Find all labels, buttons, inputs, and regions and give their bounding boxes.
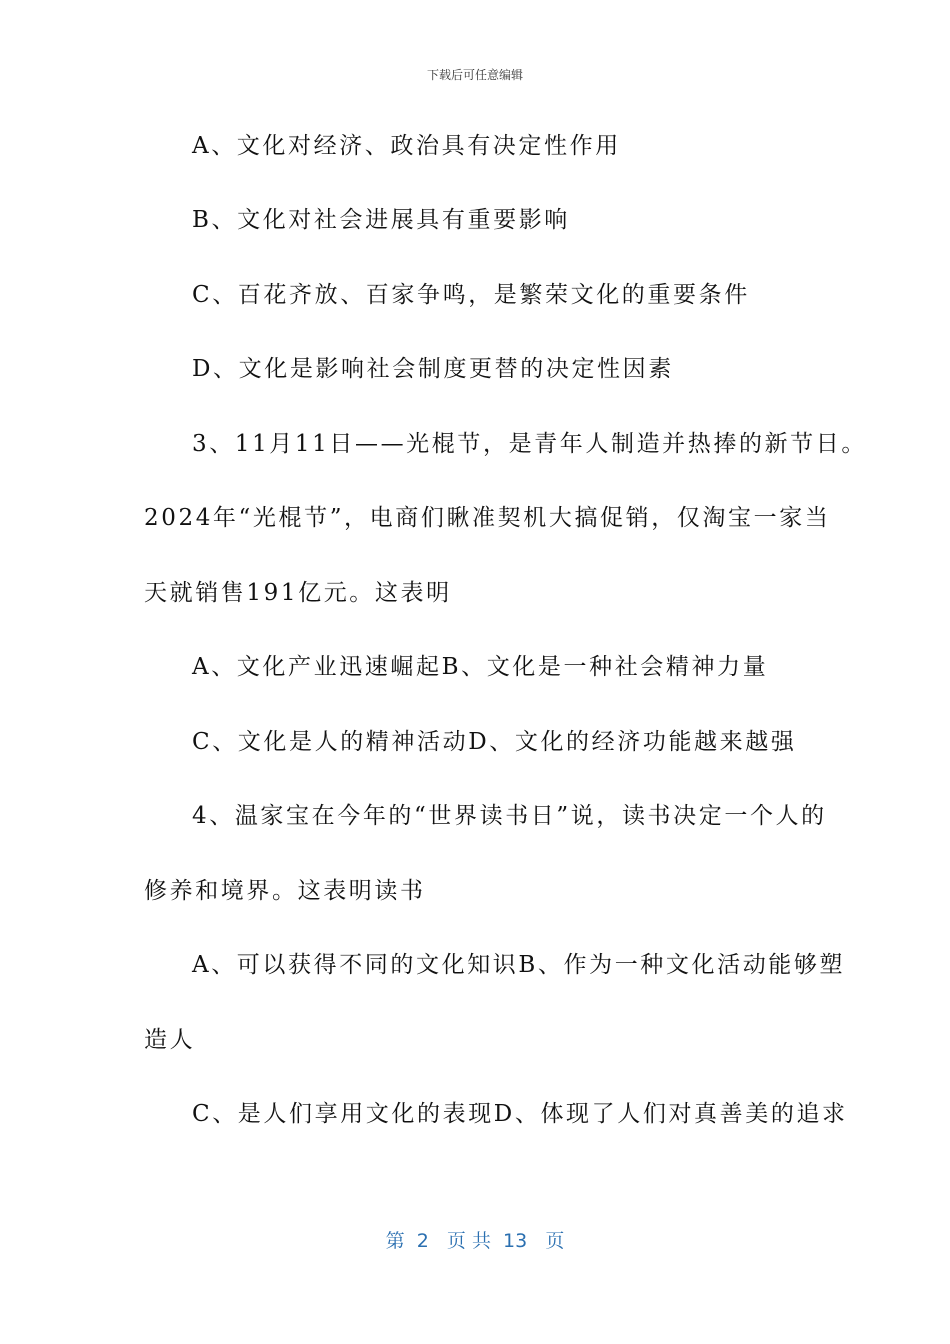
question-4-options-cd: C、是人们享用文化的表现D、体现了人们对真善美的追求: [192, 1101, 848, 1127]
question-3-line-2: 2024年“光棍节”，电商们瞅准契机大搞促销，仅淘宝一家当: [144, 505, 831, 531]
option-d-line: D、文化是影响社会制度更替的决定性因素: [192, 356, 674, 382]
option-a-line: A、文化对经济、政治具有决定性作用: [192, 133, 621, 159]
question-4-options-ab: A、可以获得不同的文化知识B、作为一种文化活动能够塑: [192, 952, 846, 978]
question-4-line-1: 4、温家宝在今年的“世界读书日”说，读书决定一个人的: [192, 803, 827, 829]
option-b-line: B、文化对社会进展具有重要影响: [192, 207, 570, 233]
question-4-options-ab-cont: 造人: [144, 1027, 196, 1053]
option-c-line: C、百花齐放、百家争鸣，是繁荣文化的重要条件: [192, 282, 750, 308]
page-number-footer: 第 2 页 共 13 页: [385, 1230, 565, 1252]
question-3-options-cd: C、文化是人的精神活动D、文化的经济功能越来越强: [192, 729, 797, 755]
page-header: 下载后可任意编辑: [426, 68, 523, 82]
question-3-options-ab: A、文化产业迅速崛起B、文化是一种社会精神力量: [192, 654, 769, 680]
question-3-line-1: 3、11月11日——光棍节，是青年人制造并热捧的新节日。: [192, 431, 867, 457]
question-4-line-2: 修养和境界。这表明读书: [144, 878, 426, 904]
question-3-line-3: 天就销售191亿元。这表明: [144, 580, 452, 606]
